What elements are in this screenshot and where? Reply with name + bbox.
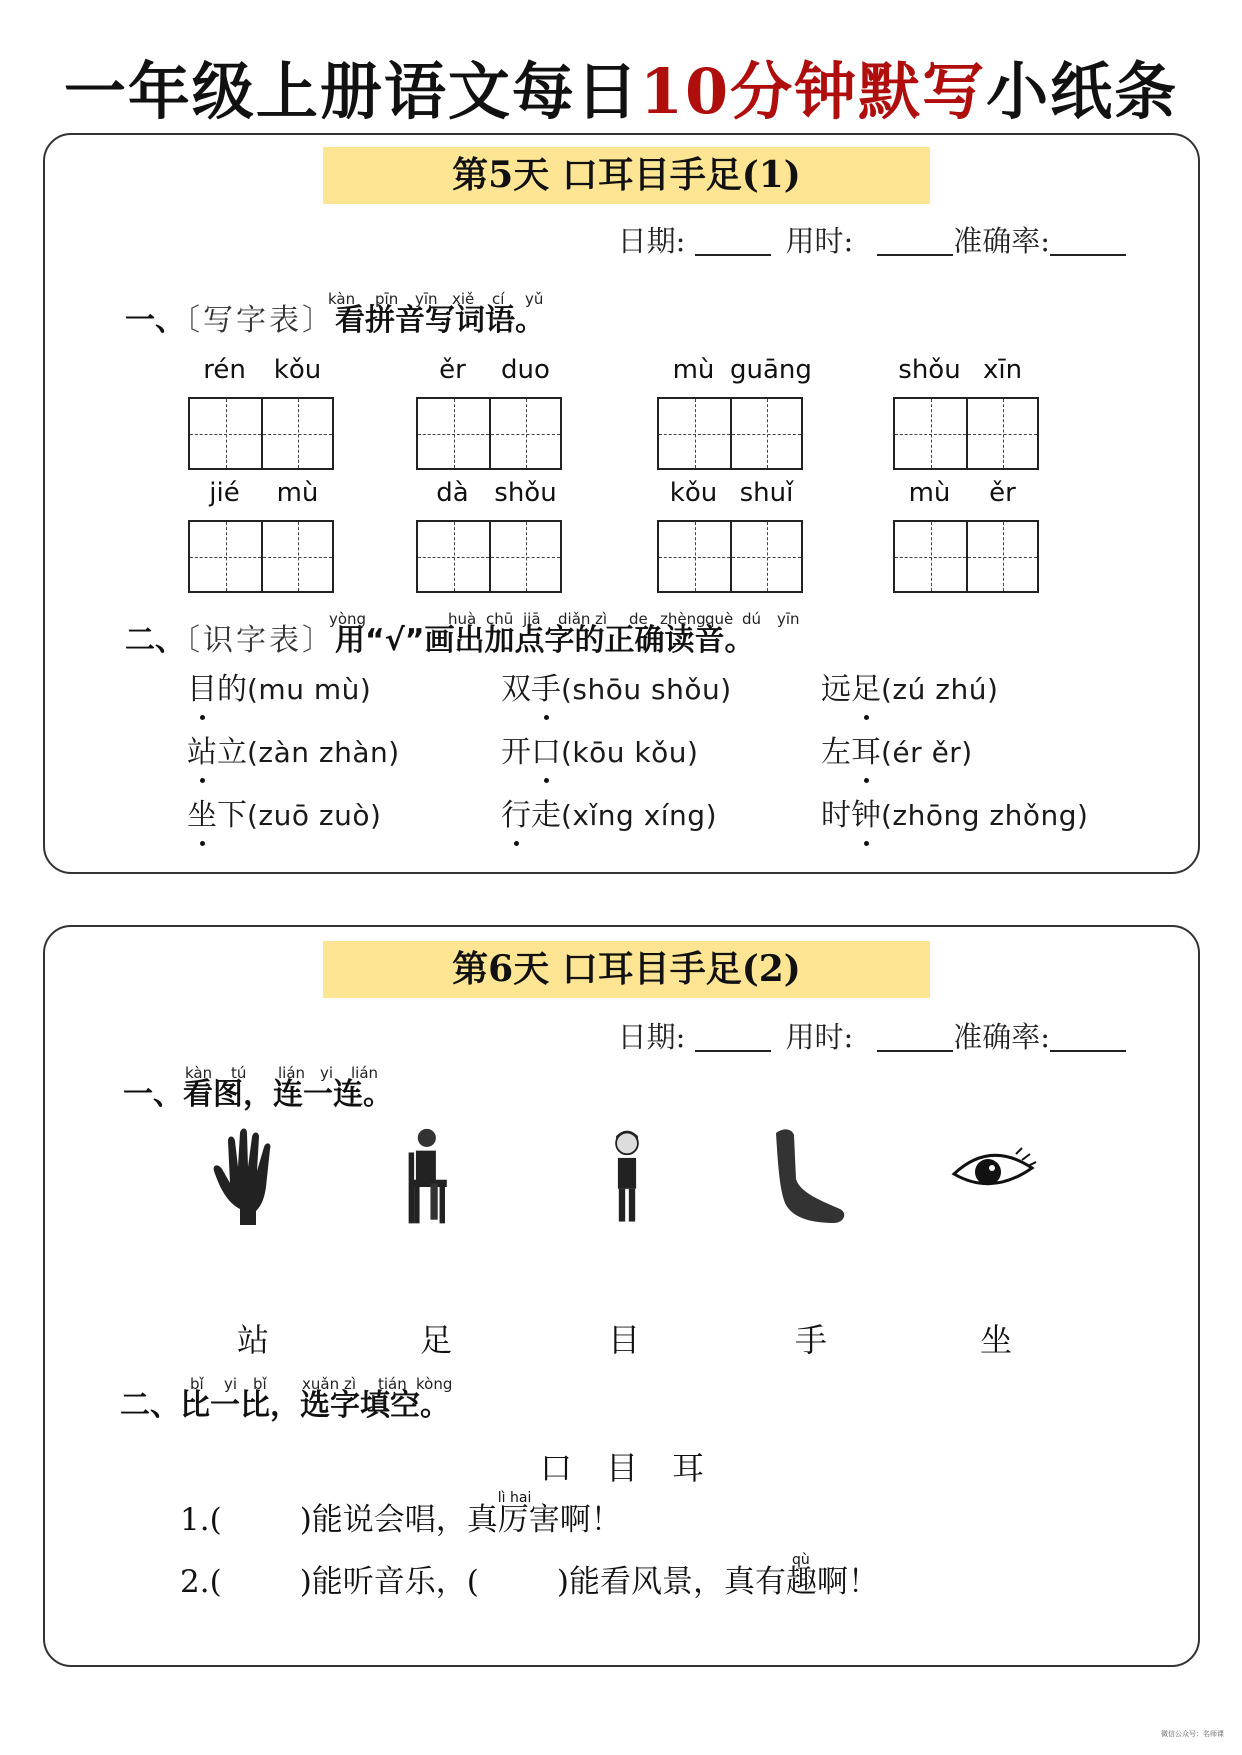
question-text: 看图，连一连。	[183, 1077, 393, 1112]
pinyin-annotation: xuǎn	[302, 1375, 340, 1393]
ruby-word: 厉害 lì hai	[497, 1490, 560, 1538]
time-blank[interactable]	[877, 1022, 953, 1052]
pinyin-annotation: zhèng	[660, 610, 706, 628]
pinyin-annotation: pīn	[375, 290, 399, 308]
tianzige-grid[interactable]	[893, 520, 1039, 593]
tianzige-grid[interactable]	[416, 397, 562, 470]
hand-picture[interactable]	[210, 1127, 290, 1227]
pinyin-annotation: yǔ	[525, 290, 544, 308]
page-title	[0, 52, 1242, 132]
pinyin-annotation: kàn	[328, 290, 356, 308]
pinyin-annotation: tián	[378, 1375, 407, 1393]
day5-banner: 第5天 口耳目手足(1)	[323, 147, 930, 204]
worksheet-card-day5: 第5天 口耳目手足(1) 日期: 用时: 准确率: 一、〔写字表〕看拼音写词语。 kàn pīn yīn xiě cí yǔ rén kǒu ěr duo mù guāng shǒu xīn jié mù dà shǒu kǒu shuǐ mù ěr 二、〔识字表〕用“√”画出加点字的正确读音。 yòng huà chū jiā diǎn zì de zhèng què dú yīn 目的(mu mù) 双手(shōu shǒu) 远足(zú zhú) 站立(zàn zhàn) 开口(kōu kǒu) 左耳(ér ěr) 坐下(zuō zuò) 行走(xǐng xíng) 时钟(zhōng zhǒng)	[43, 133, 1200, 874]
tianzige-grid[interactable]	[657, 520, 803, 593]
pinyin-annotation: tú	[231, 1064, 247, 1082]
pinyin-options[interactable]: (ér ěr)	[881, 736, 973, 769]
foot-picture[interactable]	[770, 1127, 850, 1227]
pinyin-annotation: diǎn	[558, 610, 591, 628]
time-label: 用时:	[785, 1020, 854, 1054]
reading-item[interactable]: 左耳(ér ěr)	[821, 735, 973, 770]
reading-item[interactable]: 行走(xǐng xíng)	[501, 798, 717, 833]
question-text: 比一比，选字填空。	[180, 1388, 450, 1423]
reading-item[interactable]: 站立(zàn zhàn)	[187, 735, 400, 770]
accuracy-blank[interactable]	[1050, 1022, 1126, 1052]
question-tag: 〔识字表〕	[185, 623, 335, 658]
pinyin-options[interactable]: (zú zhú)	[881, 673, 999, 706]
pinyin-annotation: jiā	[523, 610, 541, 628]
pinyin-annotation: bǐ	[253, 1375, 267, 1393]
pinyin-annotation: lián	[278, 1064, 306, 1082]
pinyin-annotation: cí	[492, 290, 505, 308]
reading-item[interactable]: 目的(mu mù)	[187, 672, 372, 707]
day6-q1-heading	[123, 1064, 393, 1113]
tianzige-grid[interactable]	[657, 397, 803, 470]
ruby-word: 趣 qù	[786, 1552, 817, 1600]
title-text-3: 小纸条	[986, 55, 1179, 128]
pinyin-annotation: yi	[224, 1375, 238, 1393]
tianzige-grid[interactable]	[188, 397, 334, 470]
eye-picture[interactable]	[950, 1140, 1040, 1200]
pinyin-annotation: chū	[486, 610, 514, 628]
accuracy-label: 准确率:	[953, 1020, 1050, 1054]
watermark: 微信公众号：名师课	[1161, 1730, 1224, 1738]
question-number: 一、	[125, 303, 185, 338]
reading-item[interactable]: 远足(zú zhú)	[821, 672, 999, 707]
choice-char: 耳	[672, 1449, 705, 1487]
pinyin-annotation: de	[629, 610, 648, 628]
question-number: 二、	[125, 623, 185, 658]
reading-item[interactable]: 开口(kōu kǒu)	[501, 735, 699, 770]
worksheet-card-day6	[43, 925, 1200, 1667]
question-number: 二、	[120, 1388, 180, 1423]
question-text: 用“√”画出加点字的正确读音。	[335, 623, 755, 658]
title-text-1: 一年级上册语文每日	[63, 55, 640, 128]
pinyin-options[interactable]: (zuō zuò)	[247, 799, 382, 832]
day5-q1-heading	[125, 290, 545, 339]
pinyin-annotation: kàn	[185, 1064, 213, 1082]
pinyin-annotation: lián	[351, 1064, 379, 1082]
tianzige-grid[interactable]	[893, 397, 1039, 470]
day5-q2-heading	[125, 610, 800, 659]
pinyin-annotation: yīn	[777, 610, 800, 628]
pinyin-options[interactable]: (xǐng xíng)	[561, 799, 717, 832]
day6-banner: 第6天 口耳目手足(2)	[323, 941, 930, 998]
choice-chars	[540, 1443, 738, 1489]
person-sitting-picture[interactable]	[400, 1127, 470, 1227]
choice-char: 口	[540, 1449, 573, 1487]
pinyin-annotation: zì	[595, 610, 608, 628]
date-blank[interactable]	[695, 1022, 771, 1052]
tianzige-grid[interactable]	[188, 520, 334, 593]
reading-item[interactable]: 时钟(zhōng zhǒng)	[821, 798, 1089, 833]
reading-item[interactable]: 坐下(zuō zuò)	[187, 798, 382, 833]
choice-char: 目	[606, 1449, 639, 1487]
question-tag: 〔写字表〕	[185, 303, 335, 338]
fill-sentence-1: 1.( )能说会唱，真厉害 lì hai 啊！	[180, 1490, 622, 1538]
pinyin-annotation: xiě	[452, 290, 475, 308]
match-char[interactable]: 坐	[980, 1321, 1013, 1359]
reading-item[interactable]: 双手(shōu shǒu)	[501, 672, 732, 707]
match-char[interactable]: 目	[608, 1321, 641, 1359]
day5-meta	[618, 219, 1126, 260]
day6-q2-heading	[120, 1375, 453, 1424]
date-label: 日期:	[617, 224, 686, 258]
time-label: 用时:	[785, 224, 854, 258]
pinyin-annotation: yòng	[329, 610, 367, 628]
pinyin-annotation: kòng	[416, 1375, 453, 1393]
match-char[interactable]: 足	[420, 1321, 453, 1359]
pinyin-options[interactable]: (kōu kǒu)	[561, 736, 699, 769]
pinyin-annotation: dú	[742, 610, 762, 628]
question-number: 一、	[123, 1077, 183, 1112]
pinyin-annotation: zì	[344, 1375, 357, 1393]
pinyin-options[interactable]: (shōu shǒu)	[561, 673, 732, 706]
boy-standing-picture[interactable]	[602, 1127, 652, 1227]
tianzige-grid[interactable]	[416, 520, 562, 593]
pinyin-options[interactable]: (zhōng zhǒng)	[881, 799, 1089, 832]
pinyin-annotation: bǐ	[190, 1375, 204, 1393]
fill-sentence-2: 2.( )能听音乐，( )能看风景，真有趣 qù 啊！	[180, 1552, 879, 1600]
title-text-highlight: 10分钟默写	[639, 55, 987, 128]
accuracy-label: 准确率:	[953, 224, 1050, 258]
date-blank[interactable]	[695, 226, 771, 256]
date-label: 日期:	[617, 1020, 686, 1054]
day6-meta	[618, 1015, 1126, 1056]
pinyin-annotation: huà	[448, 610, 477, 628]
pinyin-annotation: yīn	[415, 290, 438, 308]
pinyin-annotation: què	[705, 610, 734, 628]
pinyin-options[interactable]: (mu mù)	[247, 673, 372, 706]
pinyin-options[interactable]: (zàn zhàn)	[247, 736, 400, 769]
question-text: 看拼音写词语。	[335, 303, 545, 338]
accuracy-blank[interactable]	[1050, 226, 1126, 256]
pinyin-annotation: yi	[320, 1064, 334, 1082]
match-char[interactable]: 站	[237, 1321, 270, 1359]
match-char[interactable]: 手	[795, 1321, 828, 1359]
time-blank[interactable]	[877, 226, 953, 256]
